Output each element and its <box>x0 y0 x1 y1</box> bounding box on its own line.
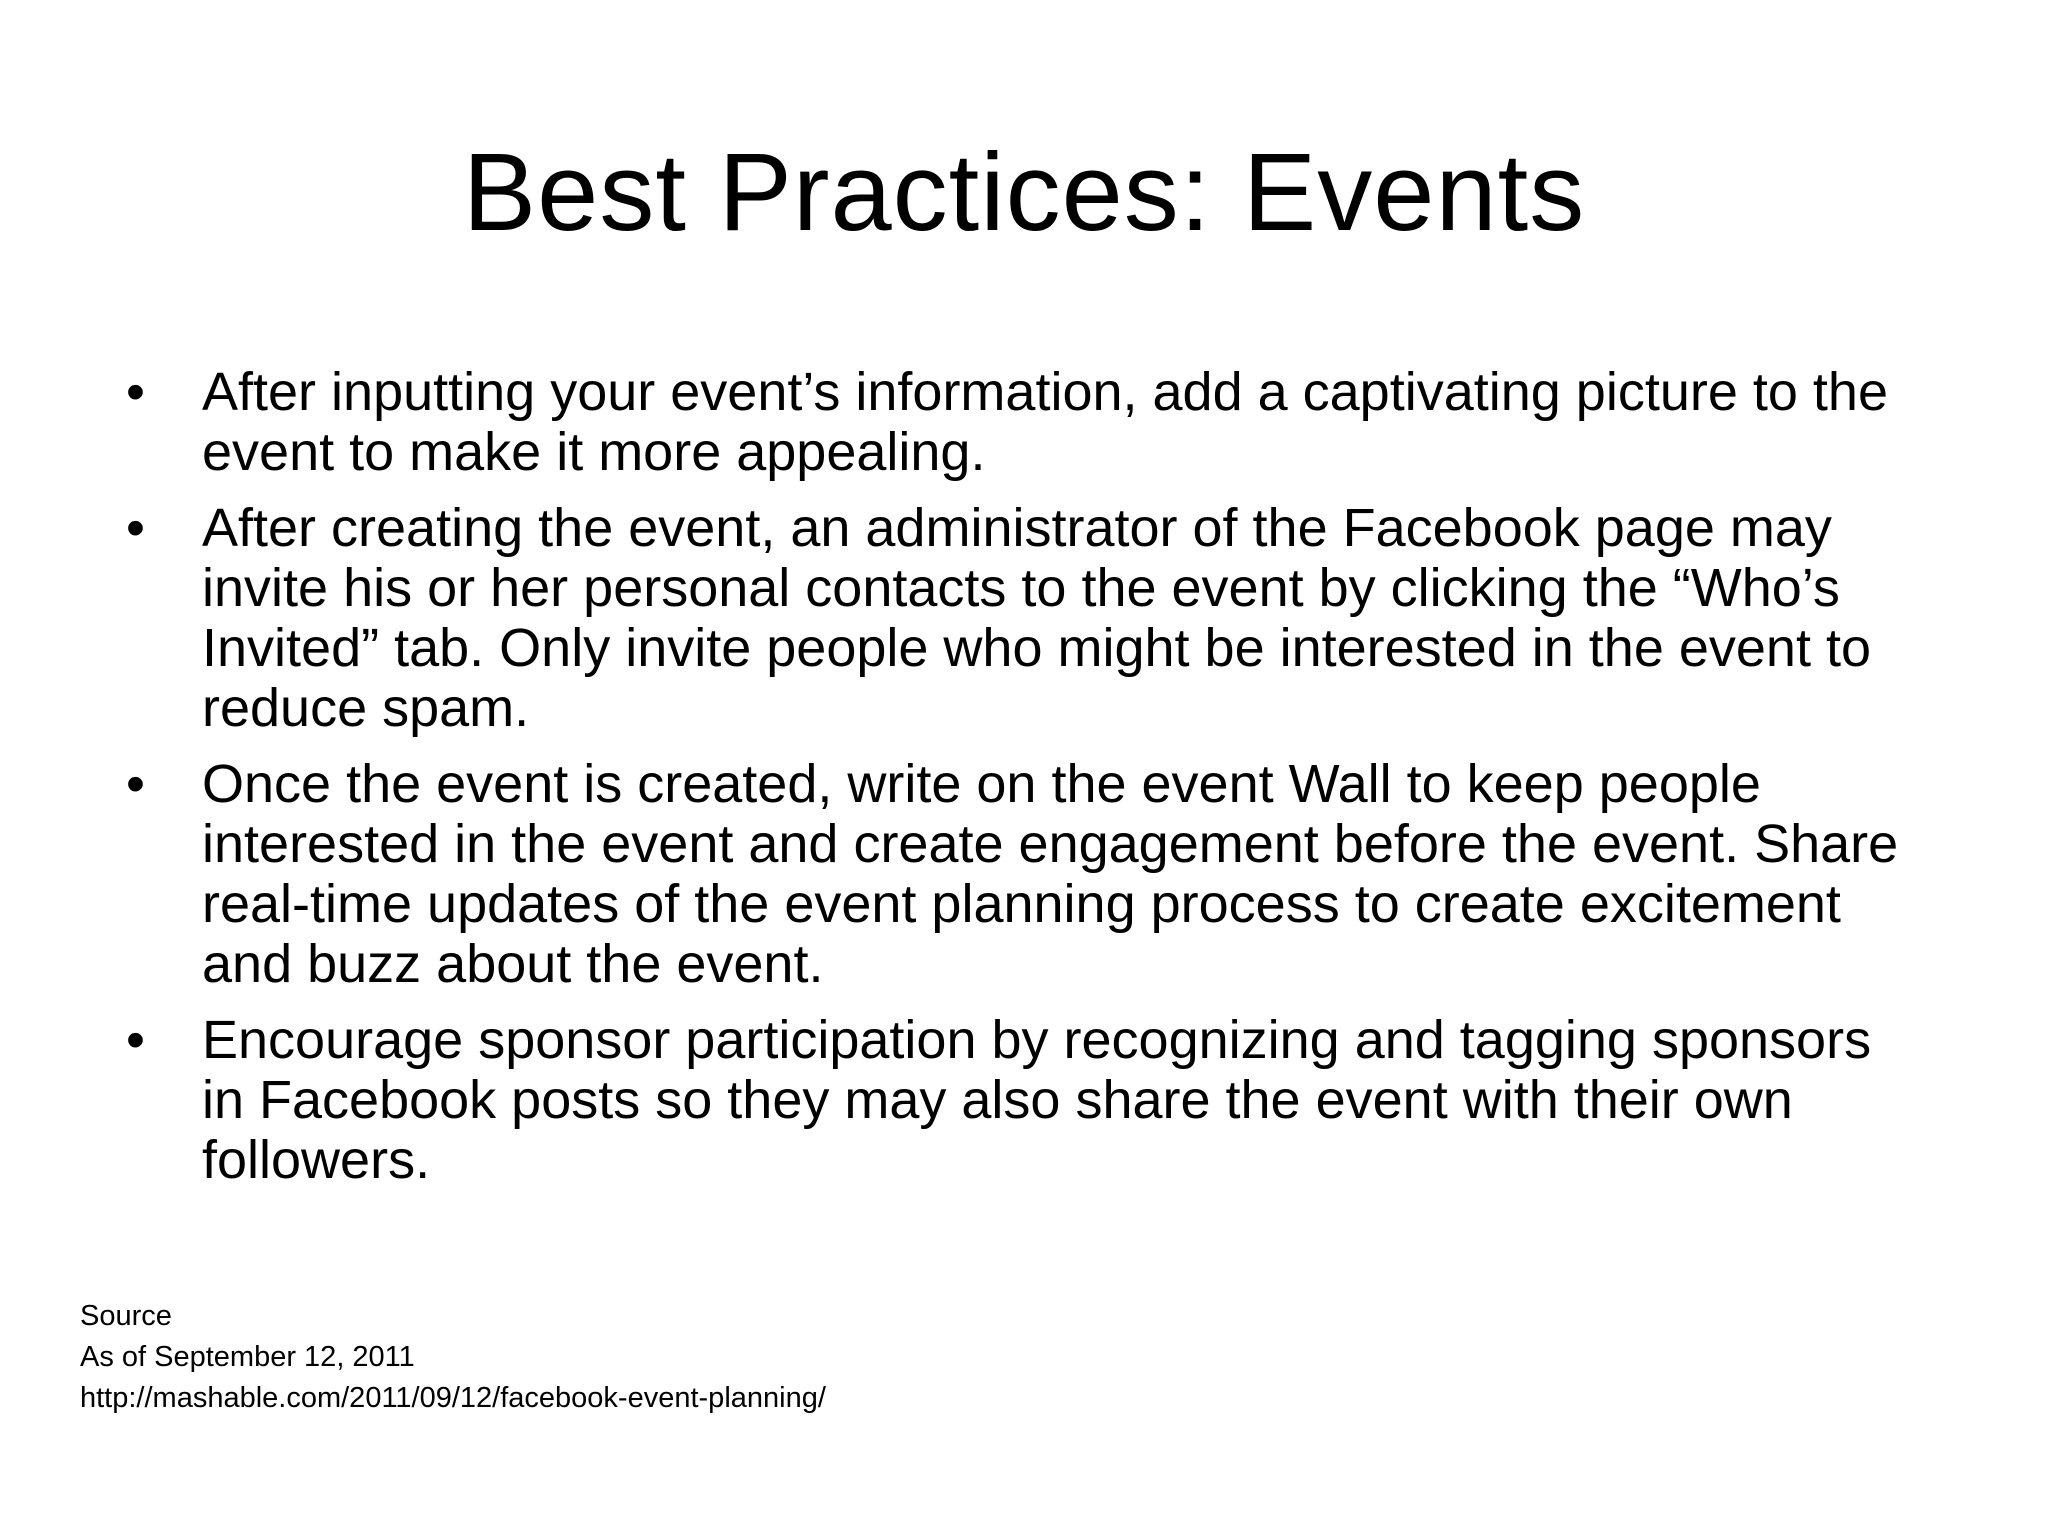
bullet-item <box>120 754 1920 994</box>
bullet-item <box>120 1010 1920 1190</box>
bullet-item <box>120 498 1920 738</box>
bullet-list <box>120 362 1920 1206</box>
bullet-item <box>120 362 1920 482</box>
source-date: As of September 12, 2011 <box>80 1341 415 1373</box>
source-citation <box>80 1296 826 1419</box>
source-label: Source <box>80 1300 172 1332</box>
source-url: http://mashable.com/2011/09/12/facebook-event-planning/ <box>80 1382 826 1414</box>
slide-title: Best Practices: Events <box>462 131 1586 254</box>
bullet-text: Encourage sponsor participation by recognizing and tagging sponsors in Facebook posts so they may also share the event with their own followers. <box>202 1010 1872 1190</box>
bullet-text: Once the event is created, write on the event Wall to keep people interested in the event and create engagement before the event. Share real-time updates of the event planning process to create excitement and buzz about the event. <box>202 754 1899 994</box>
bullet-text: After inputting your event’s information, add a captivating picture to the event to make it more appealing. <box>202 362 1888 482</box>
bullet-dot-icon: • <box>126 498 145 558</box>
bullet-text: After creating the event, an administrator of the Facebook page may invite his or her personal contacts to the event by clicking the “Who’s Invited” tab. Only invite people who might be interested in the event to reduce spam. <box>202 498 1871 738</box>
bullet-dot-icon: • <box>126 1010 145 1070</box>
bullet-dot-icon: • <box>126 362 145 422</box>
bullet-dot-icon: • <box>126 754 145 814</box>
